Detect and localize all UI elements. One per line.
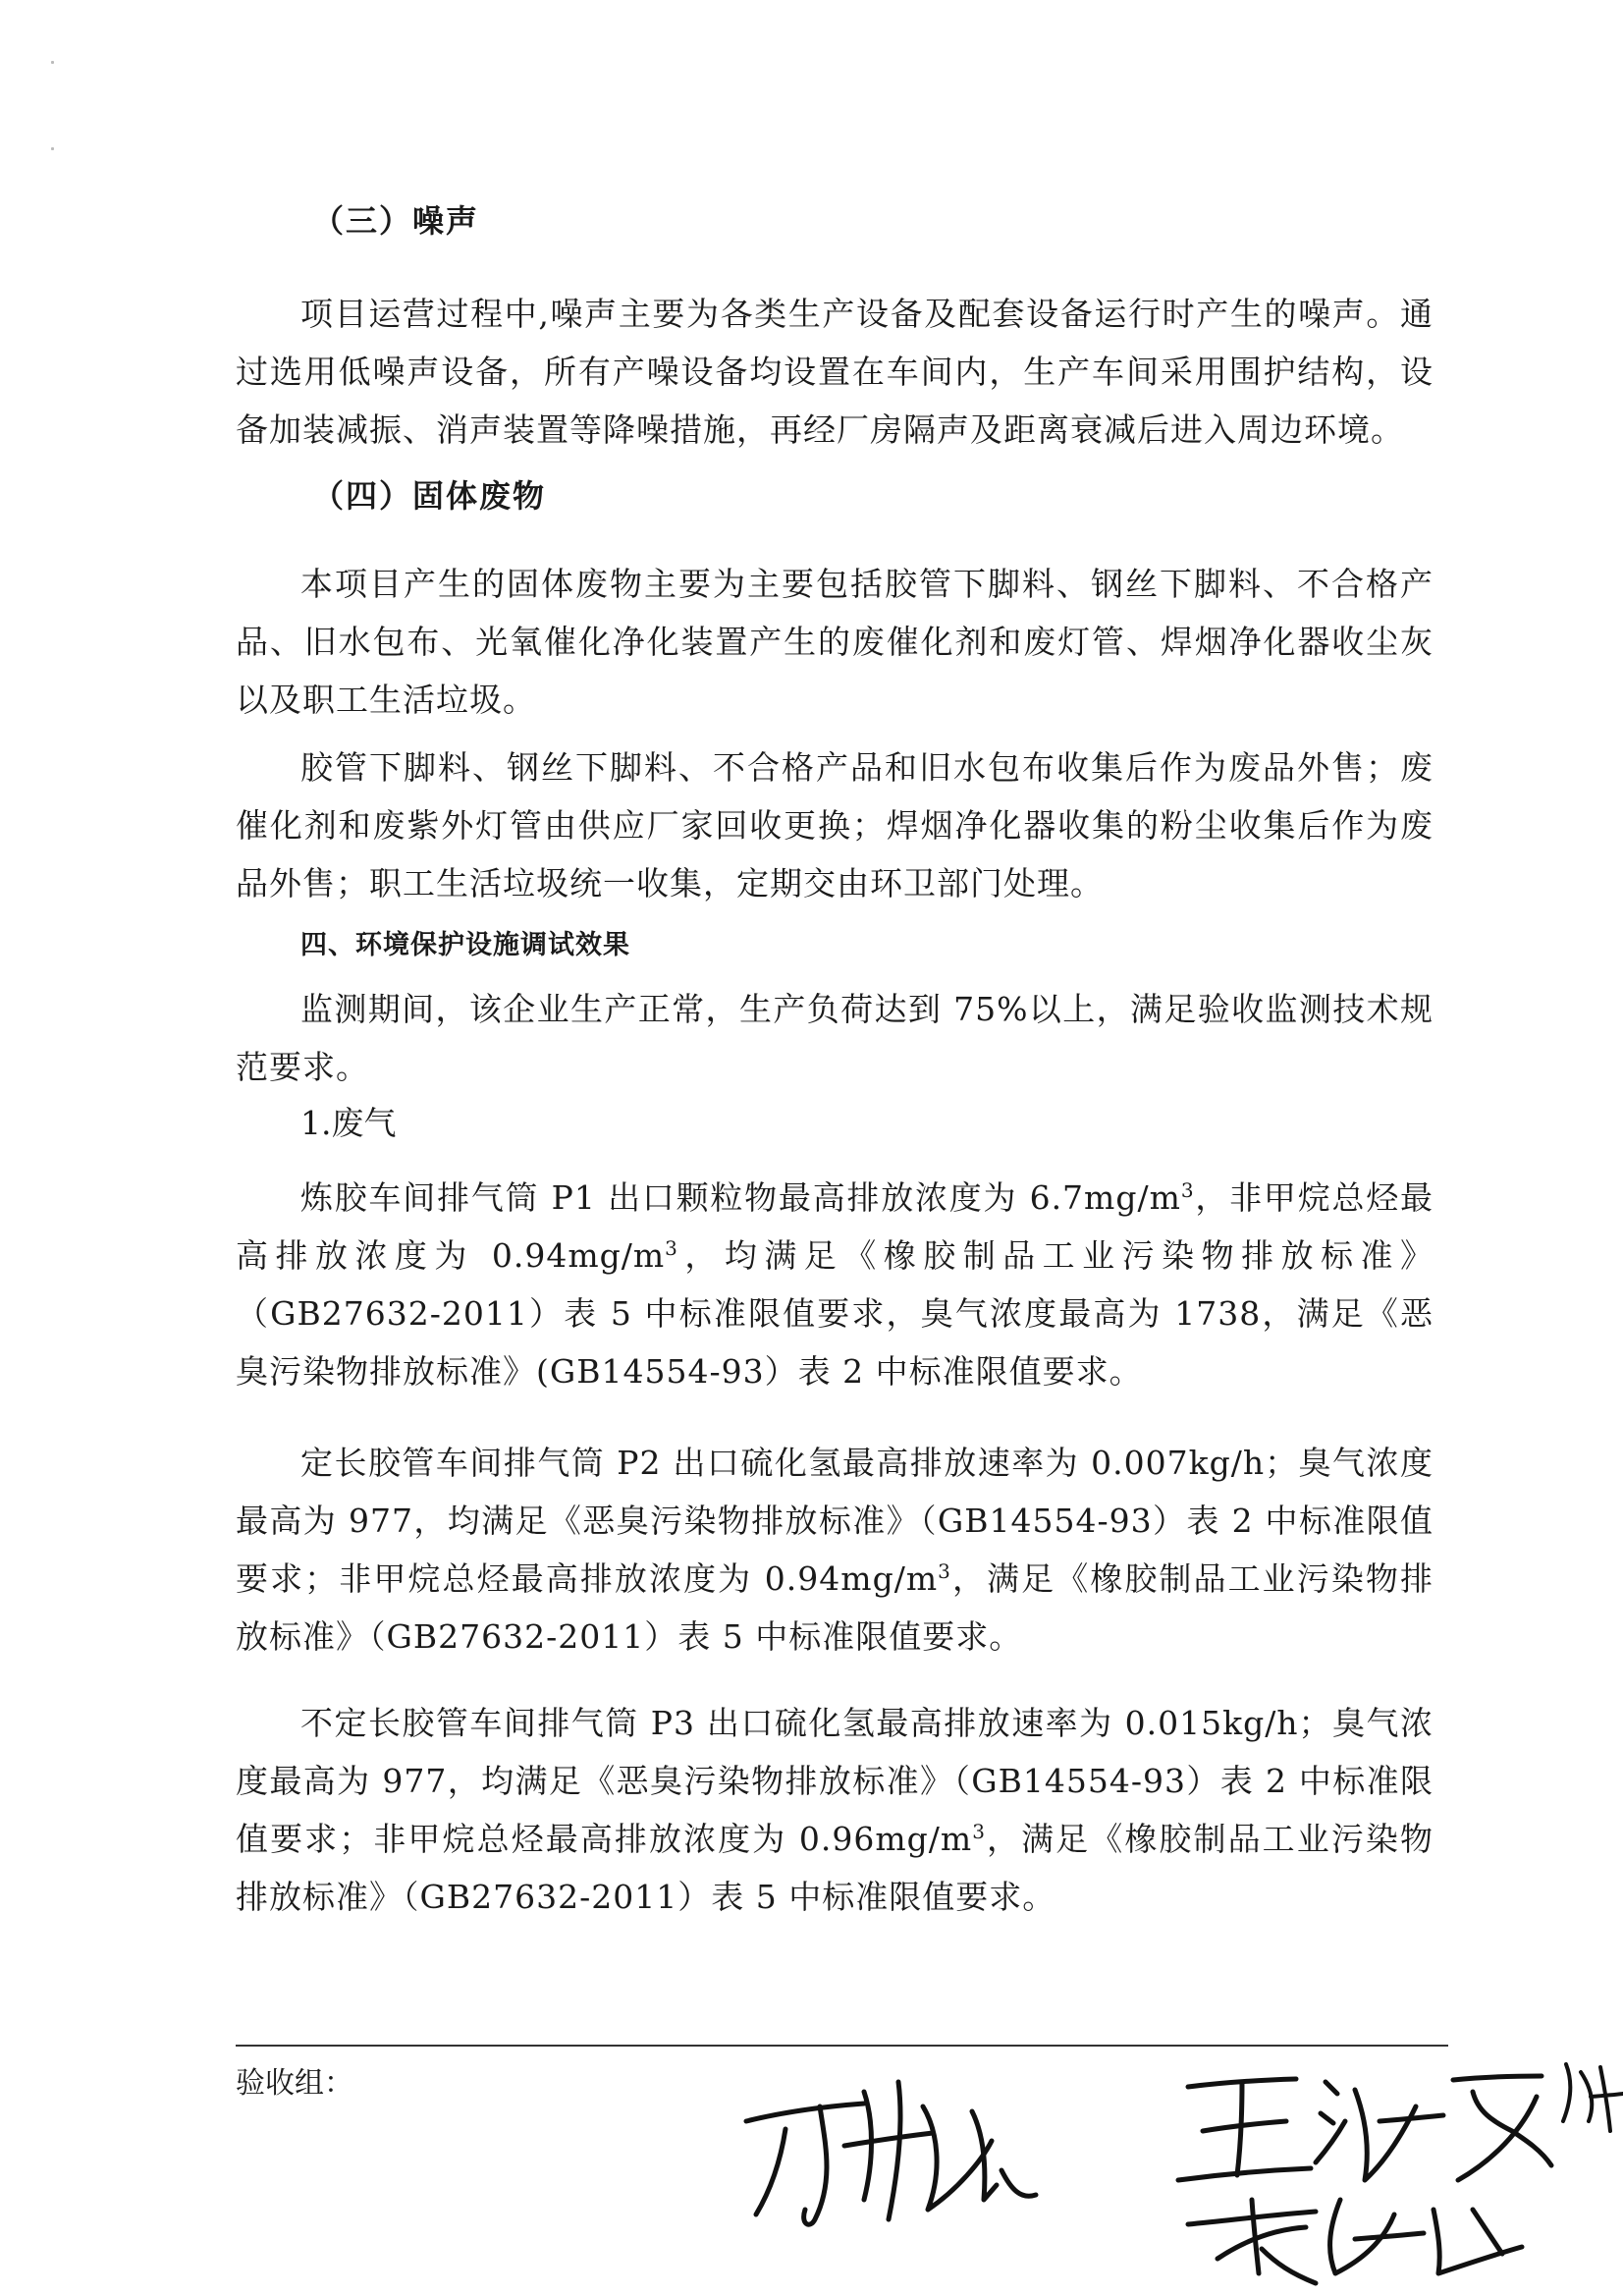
paragraph-p2-emissions — [236, 1434, 1434, 1666]
p3-superscript: 3 — [972, 1820, 986, 1843]
signature-wang — [1178, 2076, 1551, 2180]
footer-divider — [236, 2045, 1448, 2047]
scan-speck — [51, 147, 54, 150]
paragraph-solid-waste-sources: 本项目产生的固体废物主要为主要包括胶管下脚料、钢丝下脚料、不合格产品、旧水包布、光氧催化净化装置产生的废催化剂和废灯管、焊烟净化器收尘灰以及职工生活垃圾。 — [236, 565, 1434, 719]
signature-li — [1188, 2200, 1522, 2283]
paragraph-p3-emissions — [236, 1694, 1434, 1926]
p1-text-b: ，非甲烷总烃最高排放浓度为 0.94mg/m — [236, 1178, 1434, 1275]
p1-superscript-1: 3 — [1180, 1178, 1195, 1202]
heading-noise: （三）噪声 — [312, 202, 480, 240]
handwritten-signatures — [727, 2052, 1623, 2296]
p2-text-b: ，满足《橡胶制品工业污染物排放标准》（GB27632-2011）表 5 中标准限值要求。 — [236, 1559, 1434, 1656]
paragraph-monitoring-period: 监测期间，该企业生产正常，生产负荷达到 75%以上，满足验收监测技术规范要求。 — [236, 990, 1434, 1086]
p2-text-a: 定长胶管车间排气筒 P2 出口硫化氢最高排放速率为 0.007kg/h；臭气浓度最高为 977，均满足《恶臭污染物排放标准》（GB14554-93）表 2 中标准限值要求；非甲烷总烃最高排放浓度为 0.94mg/m — [236, 1444, 1434, 1598]
item-waste-gas: 1.废气 — [300, 1104, 397, 1142]
paragraph-solid-waste-disposal: 胶管下脚料、钢丝下脚料、不合格产品和旧水包布收集后作为废品外售；废催化剂和废紫外灯管由供应厂家回收更换；焊烟净化器收集的粉尘收集后作为废品外售；职工生活垃圾统一收集，定期交由环卫部门处理。 — [236, 748, 1434, 902]
paragraph-p1-emissions — [236, 1169, 1434, 1400]
p3-text-b: ，满足《橡胶制品工业污染物排放标准》（GB27632-2011）表 5 中标准限值要求。 — [236, 1820, 1434, 1916]
p2-superscript: 3 — [938, 1559, 951, 1583]
acceptance-group-label: 验收组： — [236, 2066, 353, 2101]
paragraph-noise: 项目运营过程中,噪声主要为各类生产设备及配套设备运行时产生的噪声。通过选用低噪声设备，所有产噪设备均设置在车间内，生产车间采用围护结构，设备加装减振、消声装置等降噪措施，再经厂房隔声及距离衰减后进入周边环境。 — [236, 295, 1434, 449]
signature-1 — [746, 2082, 1036, 2224]
p1-text-a: 炼胶车间排气筒 P1 出口颗粒物最高排放浓度为 6.7mg/m — [300, 1178, 1181, 1217]
p1-text-c: ，均满足《橡胶制品工业污染物排放标准》（GB27632-2011）表 5 中标准限值要求，臭气浓度最高为 1738，满足《恶臭污染物排放标准》(GB14554-93）表 2 中标准限值要求。 — [236, 1236, 1434, 1391]
scan-speck — [51, 61, 54, 64]
heading-environmental-effects: 四、环境保护设施调试效果 — [300, 930, 630, 960]
p1-superscript-2: 3 — [665, 1236, 678, 1260]
p3-text-a: 不定长胶管车间排气筒 P3 出口硫化氢最高排放速率为 0.015kg/h；臭气浓度最高为 977，均满足《恶臭污染物排放标准》（GB14554-93）表 2 中标准限值要求；非甲烷总烃最高排放浓度为 0.96mg/m — [236, 1704, 1434, 1858]
signature-zhang — [1563, 2064, 1623, 2131]
heading-solid-waste: （四）固体废物 — [312, 477, 547, 515]
